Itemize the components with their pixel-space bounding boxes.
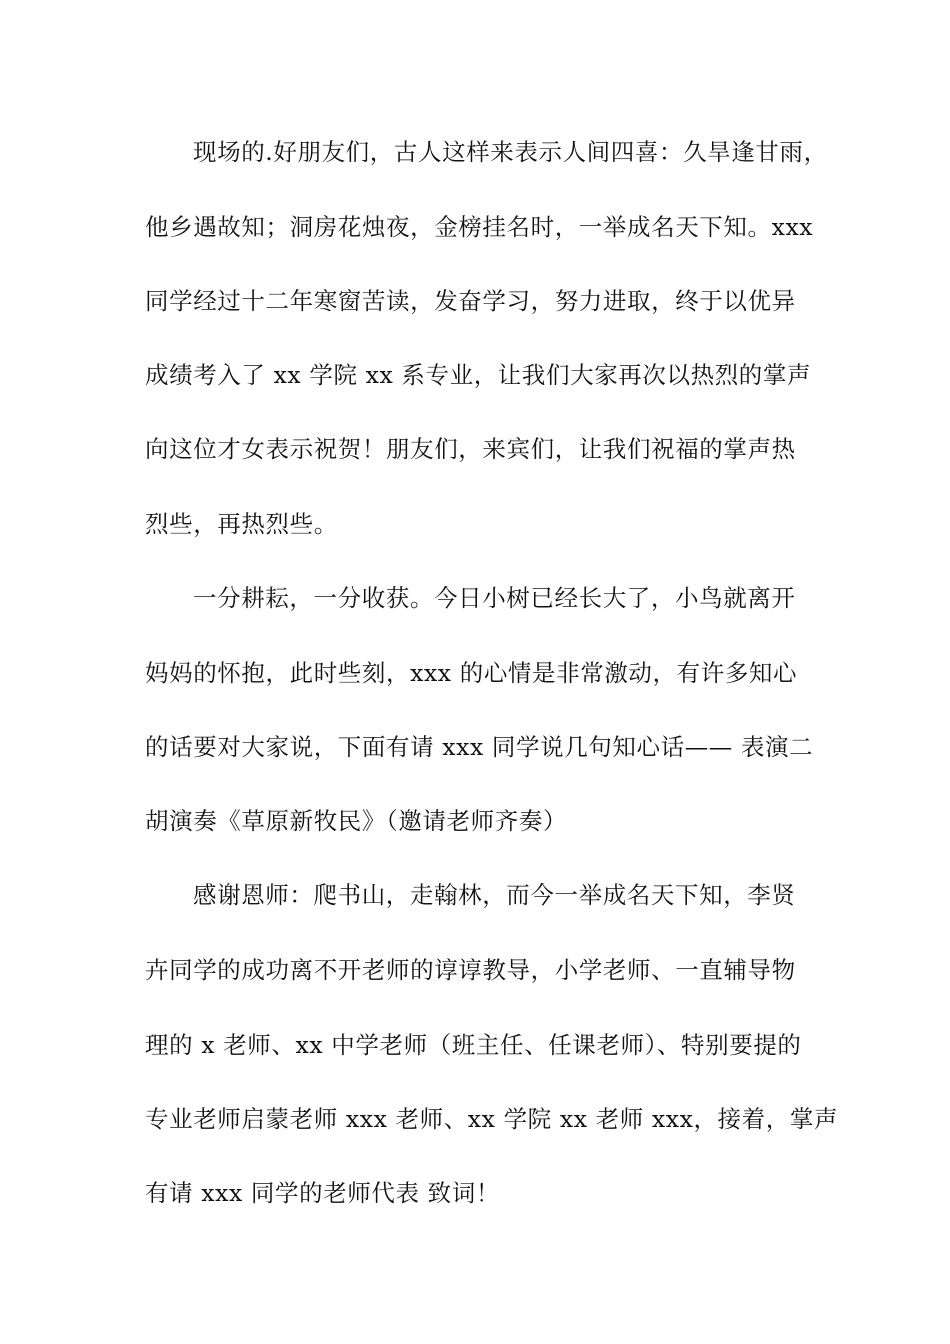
paragraph-2-line-1: 一分耕耘，一分收获。今日小树已经长大了，小鸟就离开 — [193, 584, 796, 612]
paragraph-1-line-5: 向这位才女表示祝贺！朋友们，来宾们，让我们祝福的掌声热 — [145, 435, 796, 463]
paragraph-3-line-2: 卉同学的成功离不开老师的谆谆教导，小学老师、一直辅导物 — [145, 956, 796, 984]
paragraph-3-line-3: 理的 x 老师、xx 中学老师（班主任、任课老师）、特别要提的 — [145, 1031, 802, 1059]
paragraph-2-line-3: 的话要对大家说，下面有请 xxx 同学说几句知心话—— 表演二 — [145, 733, 814, 761]
paragraph-3-line-4: 专业老师启蒙老师 xxx 老师、xx 学院 xx 老师 xxx，接着，掌声 — [145, 1105, 839, 1133]
paragraph-3-line-5: 有请 xxx 同学的老师代表 致词！ — [145, 1179, 500, 1207]
paragraph-1-line-3: 同学经过十二年寒窗苦读，发奋学习，努力进取，终于以优异 — [145, 287, 796, 315]
paragraph-1-line-1: 现场的.好朋友们，古人这样来表示人间四喜：久旱逢甘雨， — [193, 138, 828, 166]
paragraph-1-line-6: 烈些，再热烈些。 — [145, 510, 338, 538]
paragraph-2-line-4: 胡演奏《草原新牧民》（邀请老师齐奏） — [145, 807, 568, 835]
paragraph-1-line-2: 他乡遇故知；洞房花烛夜，金榜挂名时，一举成名天下知。xxx — [145, 213, 814, 241]
paragraph-3-line-1: 感谢恩师：爬书山，走翰林，而今一举成名天下知，李贤 — [193, 881, 796, 909]
paragraph-1-line-4: 成绩考入了 xx 学院 xx 系专业，让我们大家再次以热烈的掌声 — [145, 361, 812, 389]
paragraph-2-line-2: 妈妈的怀抱，此时些刻，xxx 的心情是非常激动，有许多知心 — [145, 659, 798, 687]
